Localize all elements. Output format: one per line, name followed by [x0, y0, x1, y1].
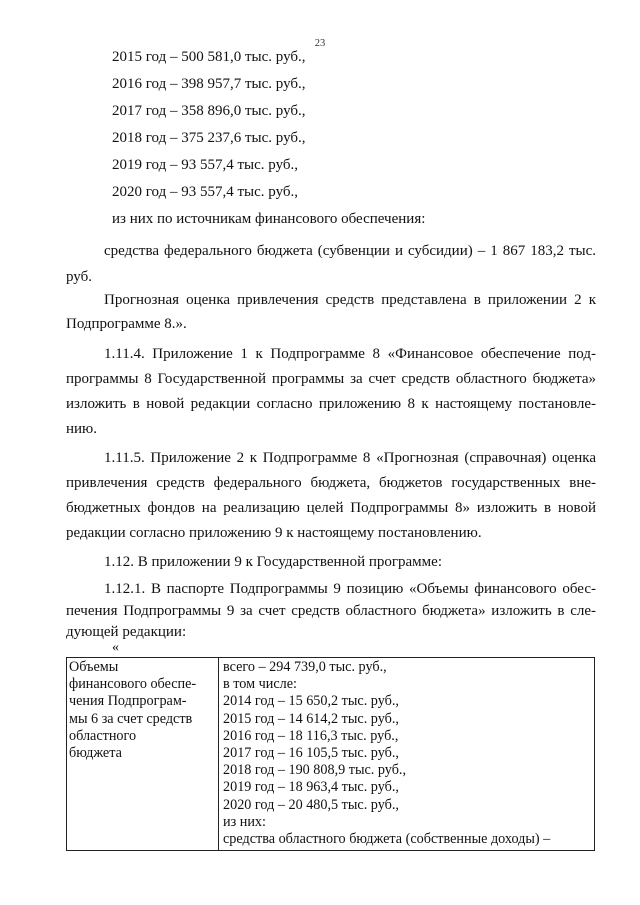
table-label-line: бюджета — [69, 745, 122, 762]
table-label-cell — [67, 659, 215, 762]
table-value-line: 2015 год – 14 614,2 тыс. руб., — [223, 710, 399, 727]
table-column-divider — [218, 658, 219, 850]
federal-funds-line-2: руб. — [66, 269, 92, 285]
table-label-line: областного — [69, 727, 137, 744]
table-value-line: 2018 год – 190 808,9 тыс. руб., — [223, 762, 407, 779]
item-1-11-4-line-3: изложить в новой редакции согласно приложению 8 к настоящему постановле- — [66, 396, 596, 412]
forecast-line-1: Прогнозная оценка привлечения средств представлена в приложении 2 к — [104, 292, 596, 308]
year-line-2018: 2018 год – 375 237,6 тыс. руб., — [112, 130, 306, 146]
table-label-line: мы 6 за счет средств — [69, 710, 193, 727]
table-value-line: 2014 год – 15 650,2 тыс. руб., — [223, 693, 399, 710]
table-label-line: финансового обеспе- — [69, 676, 197, 693]
item-1-11-5-line-2: привлечения средств федерального бюджета, бюджетов государственных вне- — [66, 475, 596, 491]
item-1-11-5-line-1: 1.11.5. Приложение 2 к Подпрограмме 8 «Прогнозная (справочная) оценка — [104, 450, 596, 466]
table-value-line: 2016 год – 18 116,3 тыс. руб., — [223, 727, 399, 744]
sources-intro: из них по источникам финансового обеспечения: — [112, 211, 426, 227]
table-value-line: всего – 294 739,0 тыс. руб., — [223, 659, 387, 675]
year-line-2017: 2017 год – 358 896,0 тыс. руб., — [112, 103, 306, 119]
item-1-12-1-line-2: печения Подпрограммы 9 за счет средств областного бюджета» изложить в сле- — [66, 603, 596, 619]
item-1-11-5-line-3: бюджетных фондов на реализацию целей Подпрограммы 8» изложить в новой — [66, 500, 596, 516]
table-value-line: 2017 год – 16 105,5 тыс. руб., — [223, 745, 399, 762]
year-line-2016: 2016 год – 398 957,7 тыс. руб., — [112, 76, 306, 92]
forecast-line-2: Подпрограмме 8.». — [66, 316, 187, 332]
year-line-2015: 2015 год – 500 581,0 тыс. руб., — [112, 49, 306, 65]
item-1-11-4-line-1: 1.11.4. Приложение 1 к Подпрограмме 8 «Финансовое обеспечение под- — [104, 346, 596, 362]
year-line-2020: 2020 год – 93 557,4 тыс. руб., — [112, 184, 299, 200]
item-1-11-4-line-2: программы 8 Государственной программы за счет средств областного бюджета» — [66, 371, 596, 387]
funding-table — [66, 657, 595, 851]
table-value-line: 2020 год – 20 480,5 тыс. руб., — [223, 796, 399, 813]
table-value-cell — [223, 659, 591, 848]
item-1-11-4-line-4: нию. — [66, 421, 98, 437]
year-line-2019: 2019 год – 93 557,4 тыс. руб., — [112, 157, 299, 173]
quote-open: « — [112, 640, 119, 655]
table-value-line: 2019 год – 18 963,4 тыс. руб., — [223, 779, 399, 796]
item-1-12: 1.12. В приложении 9 к Государственной программе: — [104, 554, 442, 570]
item-1-11-5-line-4: редакции согласно приложению 9 к настоящему постановлению. — [66, 525, 482, 541]
table-label-line: Объемы — [69, 659, 119, 675]
item-1-12-1-line-1: 1.12.1. В паспорте Подпрограммы 9 позицию «Объемы финансового обес- — [104, 581, 596, 597]
table-label-line: чения Подпрограм- — [69, 693, 187, 710]
table-value-line: в том числе: — [223, 676, 297, 693]
federal-funds-line-1: средства федерального бюджета (субвенции и субсидии) – 1 867 183,2 тыс. — [104, 243, 596, 259]
table-value-line: из них: — [223, 813, 266, 830]
page-number: 23 — [314, 38, 326, 49]
item-1-12-1-line-3: дующей редакции: — [66, 624, 187, 640]
table-value-line: средства областного бюджета (собственные доходы) – — [223, 831, 551, 848]
